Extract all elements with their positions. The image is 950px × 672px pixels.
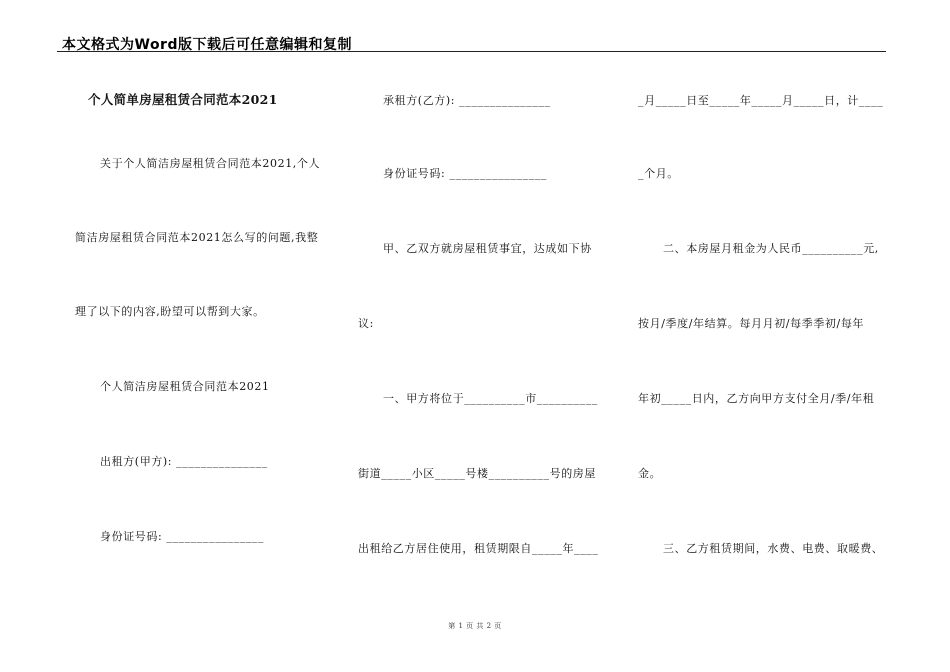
id-number-field-line: 身份证号码: ________________ [383,167,548,180]
paragraph-line: 关于个人简洁房屋租赁合同范本2021,个人 [100,157,321,170]
header-rule [57,51,886,52]
paragraph-line: 甲、乙双方就房屋租赁事宜，达成如下协 [383,242,592,255]
lessor-field-line: 出租方(甲方): _______________ [100,455,268,468]
paragraph-line: _个月。 [638,167,679,180]
paragraph-line: 理了以下的内容,盼望可以帮到大家。 [75,305,265,318]
paragraph-line: 三、乙方租赁期间，水费、电费、取暖费、 [663,542,884,555]
paragraph-line: 年初_____日内，乙方向甲方支付全月/季/年租 [638,392,875,405]
paragraph-line: 金。 [638,467,662,480]
paragraph-line: _月_____日至_____年_____月_____日，计____ [638,94,884,107]
paragraph-line: 出租给乙方居住使用，租赁期限自_____年____ [358,542,599,555]
page-number-footer: 第 1 页 共 2 页 [448,622,502,630]
paragraph-line: 议: [358,317,374,330]
document-title: 个人简单房屋租赁合同范本2021 [88,92,278,107]
header-banner: 本文格式为Word版下载后可任意编辑和复制 [62,37,352,53]
subheading-line: 个人简洁房屋租赁合同范本2021 [100,380,270,393]
paragraph-line: 街道_____小区_____号楼__________号的房屋 [358,467,596,480]
paragraph-line: 简洁房屋租赁合同范本2021怎么写的问题,我整 [75,231,319,244]
lessee-field-line: 承租方(乙方): _______________ [383,94,551,107]
id-number-field-line: 身份证号码: ________________ [100,530,265,543]
paragraph-line: 二、本房屋月租金为人民币__________元, [663,242,879,255]
paragraph-line: 按月/季度/年结算。每月月初/每季季初/每年 [638,317,865,330]
paragraph-line: 一、甲方将位于__________市__________ [383,392,598,405]
